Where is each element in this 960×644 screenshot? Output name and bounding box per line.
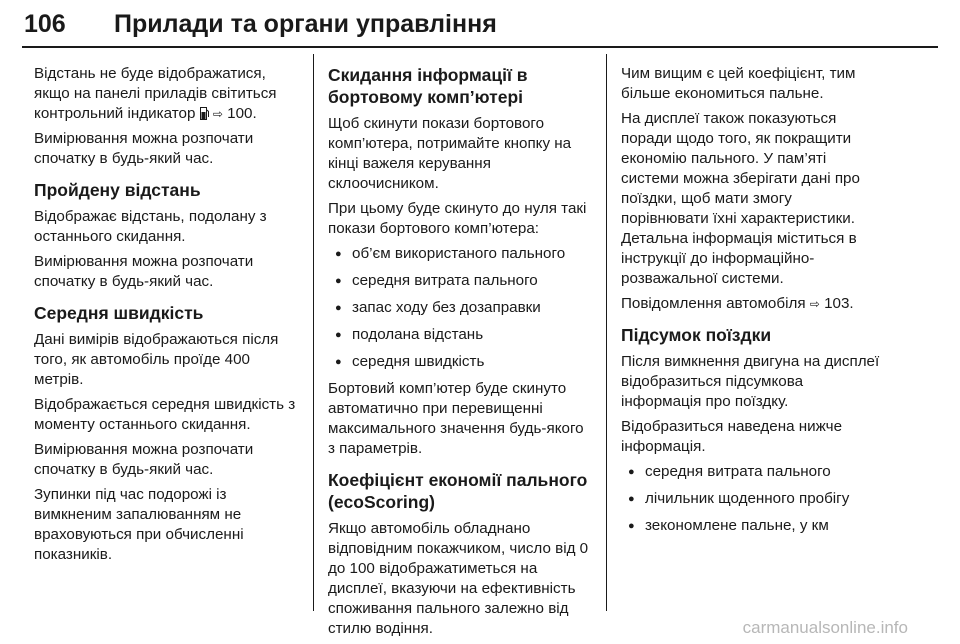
paragraph: Щоб скинути покази бортового комп’ютера, потримайте кнопку на кінці важеля керування склоочисником. — [328, 115, 572, 192]
column-1 — [34, 64, 302, 570]
paragraph: Чим вищим є цей коефіцієнт, тим більше економиться пальне. — [621, 65, 856, 102]
page-reference[interactable]: 103. — [824, 295, 854, 312]
paragraph — [621, 294, 881, 314]
paragraph: Вимірювання можна розпочати спочатку в будь-який час. — [34, 130, 254, 167]
list-item: ● подолана відстань — [328, 325, 590, 345]
section-heading-eco: Коефіцієнт економії пального (ecoScoring) — [328, 470, 588, 512]
paragraph: Дані вимірів відображаються після того, як автомобіль проїде 400 метрів. — [34, 331, 279, 388]
section-heading-distance: Пройдену відстань — [34, 180, 201, 200]
list-item: ● запас ходу без дозаправки — [328, 298, 590, 318]
paragraph — [34, 64, 302, 124]
paragraph: Відображає відстань, подолану з останнього скидання. — [34, 208, 267, 245]
page-reference[interactable]: 100. — [227, 105, 257, 122]
paragraph: Зупинки під час подорожі із вимкненим запалюванням не враховуються при обчисленні показників. — [34, 486, 244, 563]
paragraph: Бортовий комп’ютер буде скинуто автоматично при перевищенні максимального значення будь-якого з параметрів. — [328, 380, 584, 457]
paragraph: Відображається середня швидкість з моменту останнього скидання. — [34, 396, 296, 433]
paragraph: Після вимкнення двигуна на дисплеї відобразиться підсумкова інформація про поїздку. — [621, 353, 880, 410]
header-rule — [22, 46, 938, 48]
paragraph: На дисплеї також показуються поради щодо того, як покращити економію пального. У пам’яті системи можна зберігати дані про поїздки, щоб мати змогу порівнювати їхні характеристики. Детальна інформація міститься в інструкції до інформаційно-розважальної системи. — [621, 110, 860, 287]
column-3 — [621, 64, 881, 543]
section-heading-average-speed: Середня швидкість — [34, 303, 204, 323]
watermark: carmanualsonline.info — [742, 618, 908, 637]
paragraph: Якщо автомобіль обладнано відповідним покажчиком, число від 0 до 100 відображатиметься на дисплеї, вказуючи на ефективність споживання пального залежно від стилю водіння. — [328, 520, 589, 637]
paragraph: Вимірювання можна розпочати спочатку в будь-який час. — [34, 441, 254, 478]
reset-list — [328, 244, 590, 372]
column-divider — [606, 54, 607, 611]
list-item: ● лічильник щоденного пробігу — [621, 489, 881, 509]
list-item: ● зекономлене пальне, у км — [621, 516, 881, 536]
list-item: ● об’єм використаного пального — [328, 244, 590, 264]
page-header — [22, 10, 938, 48]
column-divider — [313, 54, 314, 611]
list-item: ● середня швидкість — [328, 352, 590, 372]
section-heading-reset: Скидання інформації в бортовому комп’ютері — [328, 65, 528, 107]
page-title: Прилади та органи управління — [114, 10, 497, 38]
paragraph: Вимірювання можна розпочати спочатку в будь-який час. — [34, 253, 254, 290]
paragraph-text: Відстань не буде відображатися, якщо на панелі приладів світиться контрольний індикатор — [34, 65, 277, 122]
reference-arrow-icon: ⇨ — [212, 107, 223, 121]
paragraph: Відобразиться наведена нижче інформація. — [621, 418, 843, 455]
page-number: 106 — [24, 10, 66, 38]
list-item: ● середня витрата пального — [328, 271, 590, 291]
paragraph: При цьому буде скинуто до нуля такі покази бортового комп’ютера: — [328, 200, 587, 237]
column-2 — [328, 64, 590, 644]
summary-list — [621, 462, 881, 536]
fuel-indicator-icon — [200, 106, 209, 119]
paragraph-text: Повідомлення автомобіля — [621, 295, 806, 312]
section-heading-trip-summary: Підсумок поїздки — [621, 325, 772, 345]
list-item: ● середня витрата пального — [621, 462, 881, 482]
reference-arrow-icon: ⇨ — [809, 297, 820, 311]
